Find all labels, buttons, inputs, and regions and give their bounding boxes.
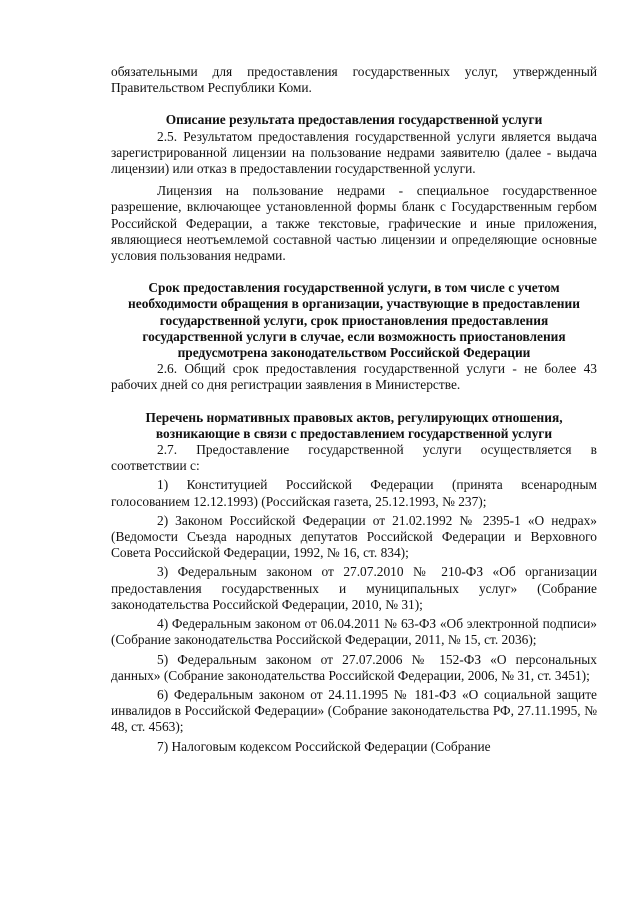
spacer bbox=[111, 264, 597, 280]
list-item-6: 6) Федеральным законом от 24.11.1995 № 181-ФЗ «О социальной защите инвалидов в Российской Федерации» (Собрание законодательства РФ, 27.11.1995, № 48, ст. 4563); bbox=[111, 686, 597, 735]
document-page bbox=[111, 64, 597, 755]
list-item-2: 2) Законом Российской Федерации от 21.02.1992 № 2395-1 «О недрах» (Ведомости Съезда народных депутатов Российской Федерации и Верховного Совета Российской Федерации, 1992, № 16, ст. 834); bbox=[111, 512, 597, 561]
section-heading-acts: Перечень нормативных правовых актов, регулирующих отношения, возникающие в связи с предоставлением государственной услуги bbox=[145, 409, 563, 441]
paragraph-license-definition: Лицензия на пользование недрами - специальное государственное разрешение, включающее установленной формы бланк с Государственным гербом Российской Федерации, а также текстовые, графические и иные приложения, являющиеся неотъемлемой составной частью лицензии и определяющие основные условия пользования недрами. bbox=[111, 183, 597, 264]
spacer bbox=[111, 96, 597, 112]
section-heading-term: Срок предоставления государственной услуги, в том числе с учетом необходимости обращения в организации, участвующие в предоставлении государственной услуги, срок приостановления предоставления государственной услуги в случае, если возможность приостановления предусмотрена законодательством Российской Федерации bbox=[128, 280, 580, 361]
list-item-7: 7) Налоговым кодексом Российской Федерации (Собрание bbox=[157, 738, 491, 754]
list-item-4: 4) Федеральным законом от 06.04.2011 № 63-ФЗ «Об электронной подписи» (Собрание законодательства Российской Федерации, 2011, № 15, ст. 2036); bbox=[111, 616, 597, 648]
paragraph-2-7: 2.7. Предоставление государственной услуги осуществляется в соответствии с: bbox=[111, 442, 597, 474]
section-heading-result: Описание результата предоставления государственной услуги bbox=[165, 112, 543, 128]
paragraph-2-6: 2.6. Общий срок предоставления государственной услуги - не более 43 рабочих дней со дня регистрации заявления в Министерстве. bbox=[111, 361, 597, 393]
list-item-3: 3) Федеральным законом от 27.07.2010 № 210-ФЗ «Об организации предоставления государственных и муниципальных услуг» (Собрание законодательства Российской Федерации, 2010, № 31); bbox=[111, 564, 597, 612]
list-item-5: 5) Федеральным законом от 27.07.2006 № 152-ФЗ «О персональных данных» (Собрание законодательства Российской Федерации, 2006, № 31, ст. 3451); bbox=[111, 651, 597, 683]
list-item-1: 1) Конституцией Российской Федерации (принята всенародным голосованием 12.12.1993) (Российская газета, 25.12.1993, № 237); bbox=[111, 477, 597, 509]
intro-paragraph: обязательными для предоставления государственных услуг, утвержденный Правительством Республики Коми. bbox=[111, 64, 597, 96]
spacer bbox=[111, 394, 597, 410]
paragraph-2-5: 2.5. Результатом предоставления государственной услуги является выдача зарегистрированной лицензии на пользование недрами заявителю (далее - выдача лицензии) или отказ в предоставлении государственной услуги. bbox=[111, 128, 597, 177]
